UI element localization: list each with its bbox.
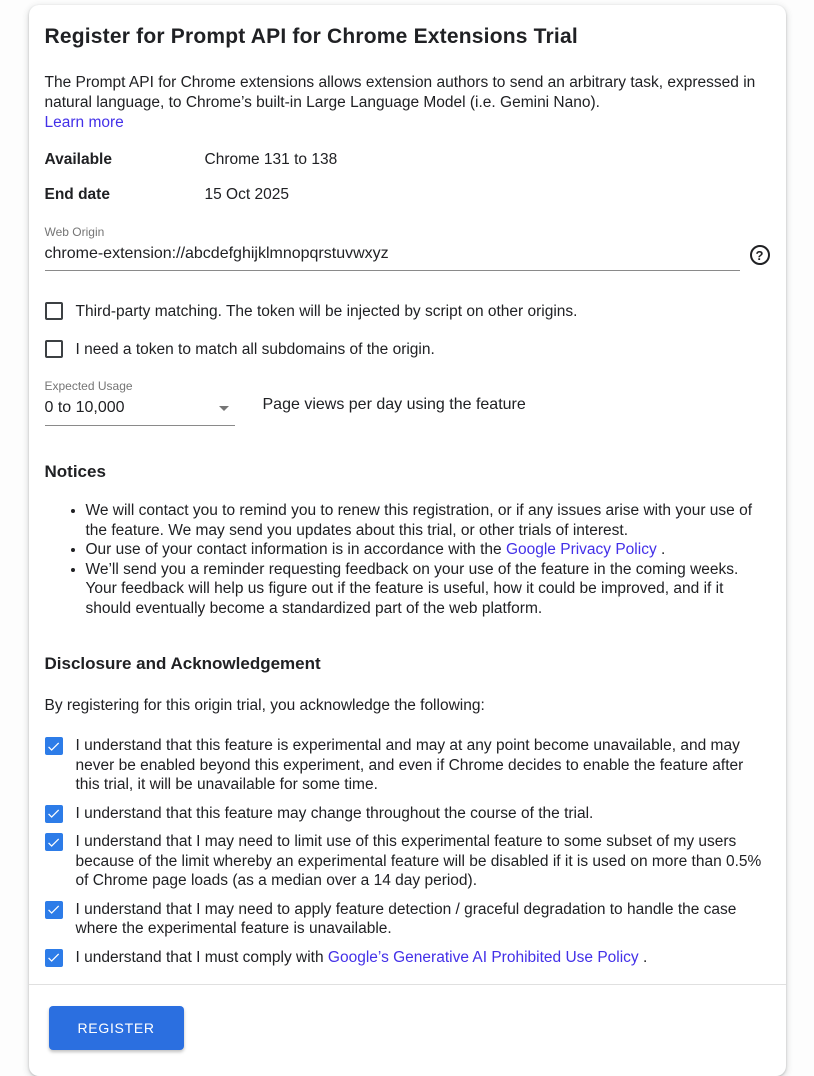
web-origin-label: Web Origin (44, 225, 105, 239)
third-party-matching-row (45, 302, 770, 321)
expected-usage-section (45, 379, 770, 426)
disclosure-intro: By registering for this origin trial, you acknowledge the following: (44, 697, 485, 714)
ack-may-change-label: I understand that this feature may change throughout the course of the trial. (75, 804, 594, 822)
ack-genai-text: . (638, 948, 648, 966)
footer-divider (29, 984, 786, 985)
available-row (45, 151, 770, 169)
notices-list (45, 501, 770, 618)
checkmark-icon (46, 806, 61, 821)
ack-row-experimental (45, 736, 770, 795)
available-label: Available (44, 151, 112, 168)
ack-limit-use-label: I understand that I may need to limit use of this experimental feature to some subset of my users because of the limit whereby an experimental feature will be disabled if it is used on more than 0.5% of Chrome page loads (as a median over a 14 day period). (75, 833, 762, 889)
subdomain-matching-label: I need a token to match all subdomains of the origin. (75, 341, 435, 358)
expected-usage-description: Page views per day using the feature (262, 396, 526, 413)
acknowledgement-list (45, 736, 770, 967)
notice-item (86, 560, 770, 619)
end-date-label: End date (44, 186, 110, 203)
notice-item (86, 540, 770, 560)
ack-limit-use-checkbox[interactable] (45, 833, 63, 851)
notice-text: We will contact you to remind you to renew this registration, or if any issues arise with your use of the feature. We may send you updates about this trial, or other trials of interest. (85, 502, 753, 539)
token-options (45, 302, 770, 359)
register-button[interactable]: REGISTER (49, 1006, 184, 1050)
available-value: Chrome 131 to 138 (204, 151, 338, 168)
notice-item (86, 501, 770, 540)
registration-card (29, 5, 786, 1076)
third-party-matching-checkbox[interactable] (45, 302, 63, 320)
notices-heading: Notices (44, 462, 106, 481)
checkmark-icon (46, 739, 61, 754)
question-mark-circle-icon[interactable] (750, 245, 770, 265)
subdomain-matching-row (45, 340, 770, 359)
checkmark-icon (46, 902, 61, 917)
ack-row-genai-policy (45, 948, 770, 968)
ack-may-change-checkbox[interactable] (45, 805, 63, 823)
notice-text: Our use of your contact information is in accordance with the (85, 541, 506, 558)
subdomain-matching-checkbox[interactable] (45, 340, 63, 358)
learn-more-link[interactable]: Learn more (44, 114, 124, 131)
checkmark-icon (46, 835, 61, 850)
trial-info (45, 151, 770, 204)
web-origin-field (45, 225, 770, 271)
trial-description: The Prompt API for Chrome extensions allows extension authors to send an arbitrary task, expressed in natural language, to Chrome’s built-in Large Language Model (i.e. Gemini Nano). (44, 74, 756, 111)
expected-usage-select[interactable] (45, 379, 235, 426)
question-glyph: ? (755, 247, 764, 263)
ack-row-limit-use (45, 832, 770, 891)
google-privacy-policy-link[interactable]: Google Privacy Policy (505, 541, 657, 558)
genai-prohibited-use-policy-link[interactable]: Google’s Generative AI Prohibited Use Policy (327, 948, 639, 966)
ack-experimental-label: I understand that this feature is experimental and may at any point become unavailable, and may never be enabled beyond this experiment, and even if Chrome decides to enable the feature after this trial, it will be unavailable for some time. (75, 737, 744, 793)
notice-text: We’ll send you a reminder requesting feedback on your use of the feature in the coming weeks. Your feedback will help us figure out if the feature is useful, how it could be improved, and if it should eventually become a standardized part of the web platform. (85, 560, 739, 617)
disclosure-heading: Disclosure and Acknowledgement (44, 654, 321, 673)
third-party-matching-label: Third-party matching. The token will be injected by script on other origins. (75, 303, 578, 320)
expected-usage-value: 0 to 10,000 (44, 399, 125, 416)
ack-row-may-change (45, 804, 770, 824)
checkmark-icon (46, 950, 61, 965)
ack-feature-detection-checkbox[interactable] (45, 901, 63, 919)
page-title: Register for Prompt API for Chrome Extensions Trial (44, 25, 578, 48)
end-date-row (45, 186, 770, 204)
web-origin-input[interactable] (45, 243, 740, 271)
notice-text: . (656, 541, 666, 558)
end-date-value: 15 Oct 2025 (204, 186, 289, 203)
ack-experimental-checkbox[interactable] (45, 737, 63, 755)
ack-genai-policy-checkbox[interactable] (45, 949, 63, 967)
chevron-down-icon (219, 406, 229, 411)
ack-feature-detection-label: I understand that I may need to apply feature detection / graceful degradation to handle the case where the experimental feature is unavailable. (75, 900, 737, 937)
ack-row-feature-detection (45, 900, 770, 939)
ack-genai-policy-label (76, 948, 648, 968)
expected-usage-label: Expected Usage (44, 379, 133, 393)
ack-genai-text: I understand that I must comply with (75, 948, 328, 966)
